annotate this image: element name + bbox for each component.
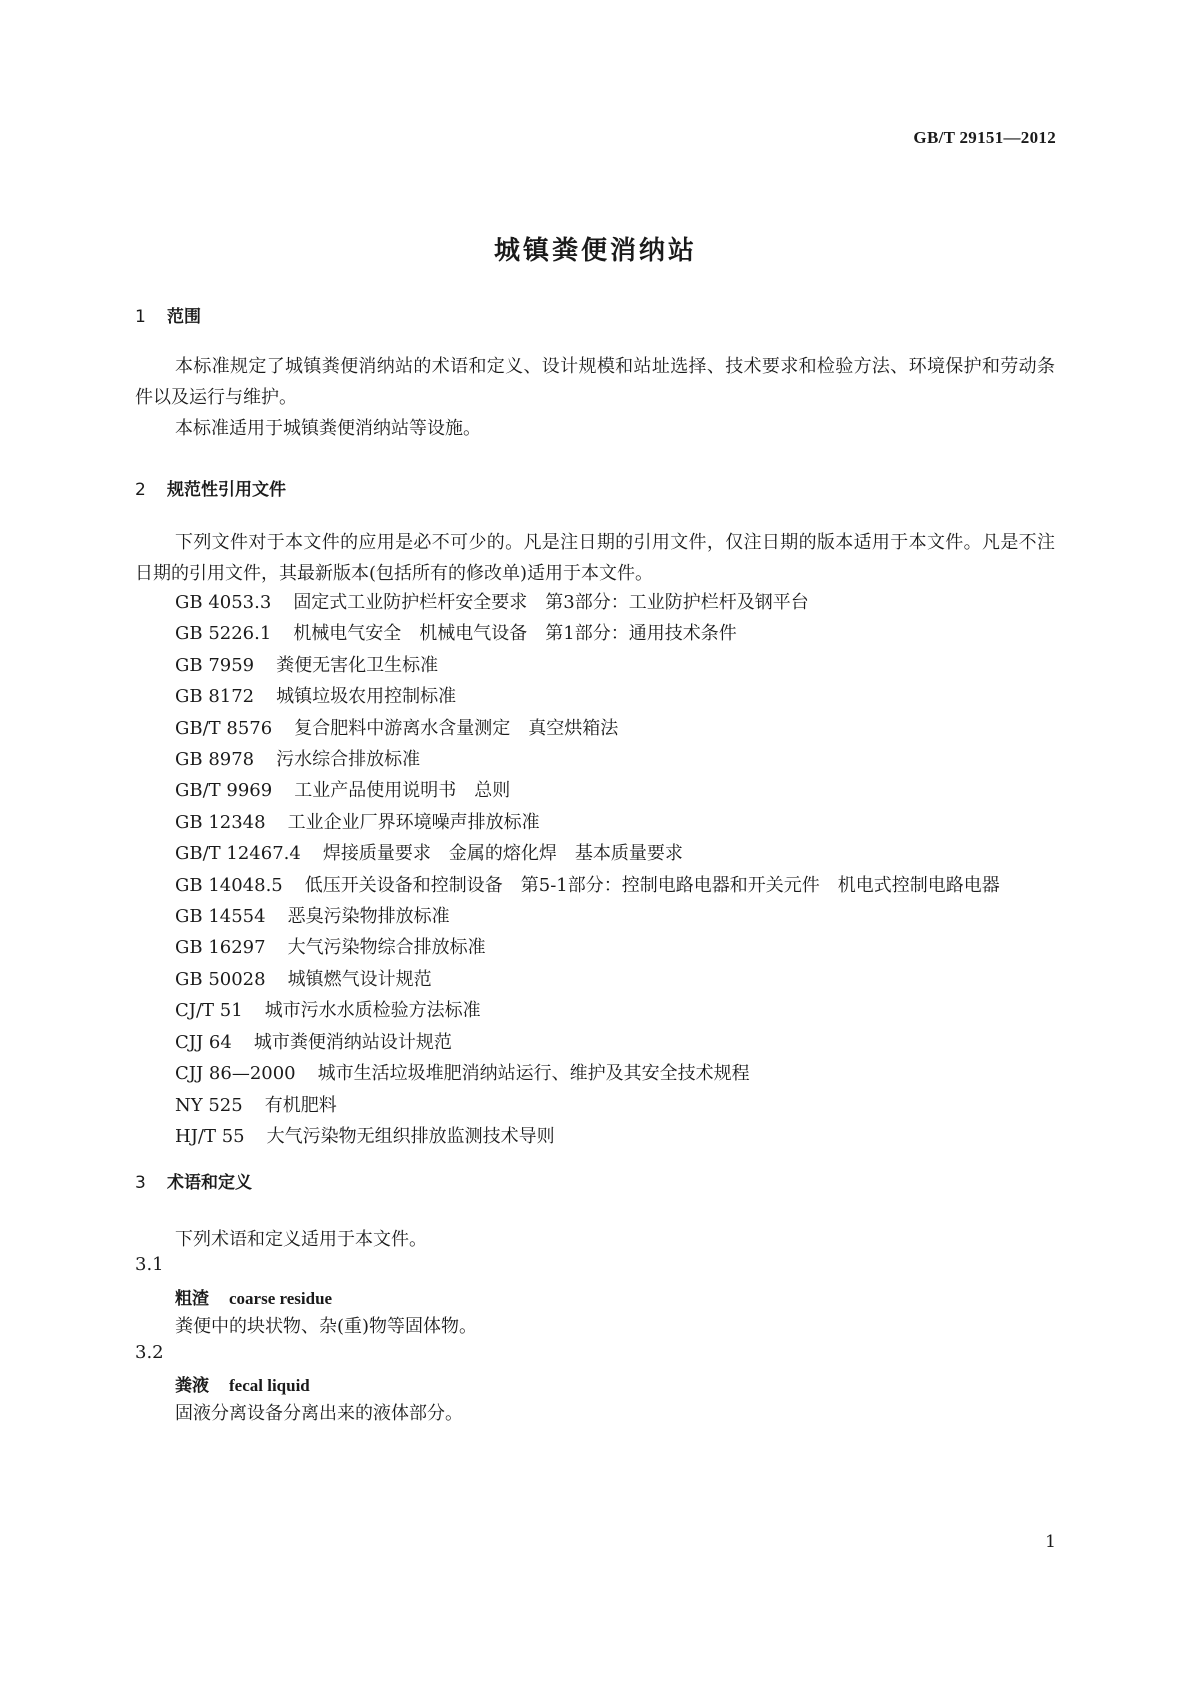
- reference-code: GB 4053.3: [175, 592, 272, 613]
- reference-code: CJJ 64: [175, 1031, 232, 1053]
- reference-item: [135, 587, 1055, 618]
- section-2-intro: [135, 527, 1055, 589]
- reference-title: 城镇燃气设计规范: [287, 968, 432, 990]
- term-heading: [175, 1284, 332, 1309]
- paragraph: 下列术语和定义适用于本文件。: [175, 1229, 427, 1250]
- reference-code: GB 8172: [175, 686, 255, 708]
- term-definition: 粪便中的块状物、杂(重)物等固体物。: [175, 1316, 478, 1337]
- term-zh: 粗渣: [175, 1289, 209, 1309]
- reference-item: [135, 807, 1055, 838]
- reference-code: CJJ 86—2000: [175, 1063, 296, 1085]
- reference-title: 复合肥料中游离水含量测定 真空烘箱法: [294, 717, 619, 739]
- paragraph: 本标准适用于城镇粪便消纳站等设施。: [175, 418, 481, 439]
- section-1-heading: [135, 302, 201, 327]
- reference-title: 粪便无害化卫生标准: [276, 654, 439, 676]
- reference-code: GB/T 9969: [175, 780, 273, 802]
- term-en: coarse residue: [229, 1289, 333, 1308]
- section-2-heading: [135, 475, 286, 500]
- reference-item: [135, 1058, 1055, 1089]
- reference-code: GB 14048.5: [175, 874, 283, 896]
- reference-code: GB 16297: [175, 937, 266, 959]
- reference-code: GB 8978: [175, 749, 255, 771]
- standard-number: GB/T 29151—2012: [913, 128, 1056, 147]
- reference-title: 城市污水水质检验方法标准: [264, 1000, 481, 1022]
- reference-item: [135, 681, 1055, 712]
- term-en: fecal liquid: [229, 1376, 310, 1395]
- reference-title: 大气污染物无组织排放监测技术导则: [266, 1125, 555, 1147]
- reference-list: [135, 587, 1055, 1152]
- reference-item: [135, 870, 1055, 901]
- reference-code: NY 525: [175, 1094, 243, 1116]
- section-title: 规范性引用文件: [167, 480, 286, 500]
- term-number: 3.2: [135, 1342, 164, 1363]
- reference-code: CJ/T 51: [175, 1000, 243, 1022]
- section-3-intro: [135, 1224, 1055, 1255]
- section-number: 1: [135, 307, 146, 327]
- reference-code: GB 7959: [175, 654, 255, 676]
- section-title: 范围: [167, 307, 201, 327]
- reference-title: 固定式工业防护栏杆安全要求 第3部分：工业防护栏杆及钢平台: [293, 592, 809, 613]
- reference-code: GB 12348: [175, 811, 266, 833]
- reference-code: GB/T 8576: [175, 717, 273, 739]
- section-title: 术语和定义: [167, 1173, 252, 1193]
- section-3-heading: [135, 1168, 252, 1193]
- paragraph: 本标准规定了城镇粪便消纳站的术语和定义、设计规模和站址选择、技术要求和检验方法、环境保护和劳动条件以及运行与维护。: [135, 356, 1055, 408]
- section-number: 2: [135, 480, 146, 500]
- reference-item: [135, 932, 1055, 963]
- reference-title: 污水综合排放标准: [276, 749, 421, 771]
- reference-item: [135, 713, 1055, 744]
- reference-item: [135, 838, 1055, 869]
- paragraph: 下列文件对于本文件的应用是必不可少的。凡是注日期的引用文件，仅注日期的版本适用于本文件。凡是不注日期的引用文件，其最新版本(包括所有的修改单)适用于本文件。: [135, 532, 1055, 584]
- reference-title: 有机肥料: [264, 1094, 337, 1116]
- reference-item: [135, 964, 1055, 995]
- reference-item: [135, 618, 1055, 649]
- term-definition: 固液分离设备分离出来的液体部分。: [175, 1403, 463, 1424]
- reference-title: 大气污染物综合排放标准: [287, 937, 486, 959]
- page-number: 1: [1045, 1532, 1056, 1552]
- reference-item: [135, 650, 1055, 681]
- section-1-body: [135, 351, 1055, 444]
- reference-title: 工业企业厂界环境噪声排放标准: [287, 811, 540, 833]
- reference-title: 恶臭污染物排放标准: [287, 906, 450, 928]
- reference-code: GB 50028: [175, 968, 266, 990]
- reference-item: [135, 1027, 1055, 1058]
- reference-code: GB/T 12467.4: [175, 843, 301, 865]
- section-number: 3: [135, 1173, 146, 1193]
- term-number: 3.1: [135, 1254, 164, 1275]
- reference-title: 城镇垃圾农用控制标准: [276, 686, 457, 708]
- reference-title: 城市粪便消纳站设计规范: [253, 1031, 452, 1053]
- reference-code: HJ/T 55: [175, 1125, 245, 1147]
- reference-title: 城市生活垃圾堆肥消纳站运行、维护及其安全技术规程: [317, 1063, 750, 1085]
- document-title: 城镇粪便消纳站: [493, 236, 697, 266]
- term-zh: 粪液: [175, 1376, 209, 1396]
- reference-title: 工业产品使用说明书 总则: [294, 780, 511, 802]
- reference-item: [135, 744, 1055, 775]
- reference-item: [135, 1090, 1055, 1121]
- reference-title: 焊接质量要求 金属的熔化焊 基本质量要求: [322, 843, 683, 865]
- term-heading: [175, 1371, 310, 1396]
- reference-code: GB 5226.1: [175, 623, 272, 645]
- reference-item: [135, 995, 1055, 1026]
- reference-title: 机械电气安全 机械电气设备 第1部分：通用技术条件: [293, 623, 737, 645]
- reference-item: [135, 775, 1055, 806]
- reference-code: GB 14554: [175, 906, 266, 928]
- reference-item: [135, 901, 1055, 932]
- reference-title: 低压开关设备和控制设备 第5-1部分：控制电路电器和开关元件 机电式控制电路电器: [304, 874, 1000, 896]
- reference-item: [135, 1121, 1055, 1152]
